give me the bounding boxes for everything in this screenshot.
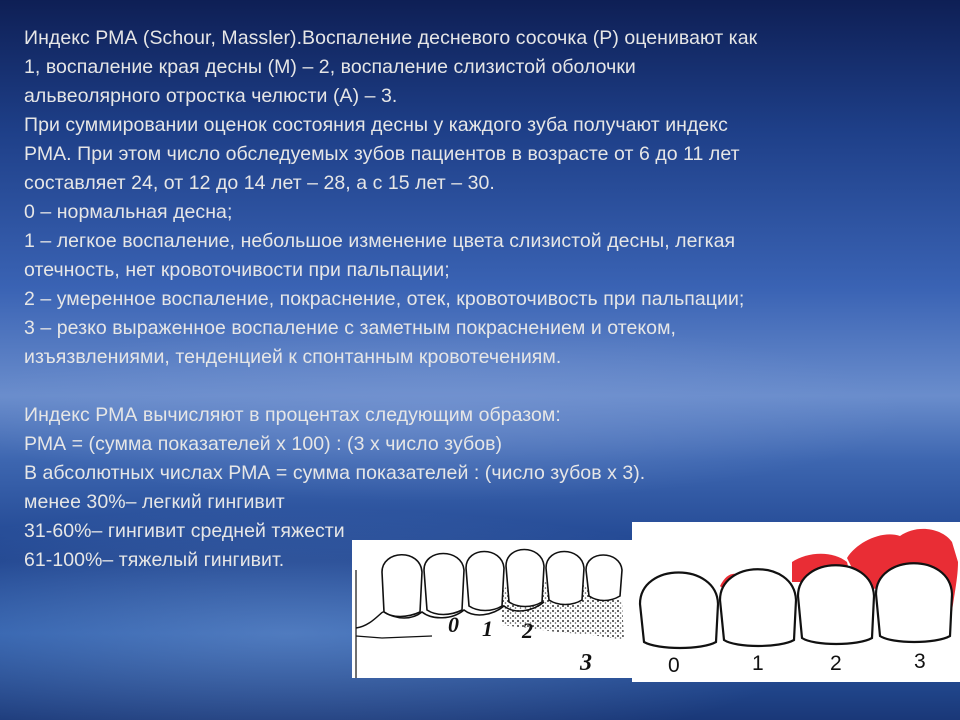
tooth-outline	[424, 554, 464, 615]
bw-label-0: 0	[448, 612, 459, 637]
score-0-line: 0 – нормальная десна;	[24, 201, 233, 223]
summation-line-2: РМА. При этом число обследуемых зубов пациентов в возрасте от 6 до 11 лет	[24, 143, 740, 165]
score-2-line: 2 – умеренное воспаление, покраснение, отек, кровоточивость при пальпации;	[24, 288, 745, 310]
score-3-line-a: 3 – резко выраженное воспаление с заметным покраснением и отеком,	[24, 317, 676, 339]
slide-text	[24, 24, 944, 575]
tooth-outline	[546, 552, 584, 605]
bw-label-2: 2	[522, 618, 533, 643]
grade-mild-line: менее 30%– легкий гингивит	[24, 491, 285, 513]
teeth-color-drawing	[632, 522, 960, 682]
calc-intro-line: Индекс РМА вычисляют в процентах следующим образом:	[24, 404, 561, 426]
bw-label-1: 1	[482, 616, 493, 641]
tooth-outline	[640, 573, 718, 649]
bw-label-3: 3	[580, 650, 592, 676]
tooth-outline	[798, 565, 874, 644]
summation-line-3: составляет 24, от 12 до 14 лет – 28, а с 15 лет – 30.	[24, 172, 495, 194]
definition-line-3: альвеолярного отростка челюсти (А) – 3.	[24, 85, 398, 107]
formula-percent-line: РМА = (сумма показателей х 100) : (3 х число зубов)	[24, 433, 503, 455]
jaw-outline	[356, 636, 432, 638]
tooth-outline	[876, 563, 952, 642]
tooth-outline	[720, 569, 796, 646]
tooth-outline	[466, 552, 504, 611]
tooth-outline	[586, 555, 622, 601]
teeth-color-drawing-svg	[632, 522, 960, 682]
tooth-outline	[506, 550, 544, 607]
formula-absolute-line: В абсолютных числах РМА = сумма показателей : (число зубов х 3).	[24, 462, 646, 484]
definition-line-1: Индекс РМА (Schour, Massler).Воспаление десневого сосочка (Р) оценивают как	[24, 27, 758, 49]
summation-line-1: При суммировании оценок состояния десны у каждого зуба получают индекс	[24, 114, 728, 136]
score-3-line-b: изъязвлениями, тенденцией к спонтанным кровотечениям.	[24, 346, 562, 368]
color-label-2: 2	[830, 652, 842, 675]
teeth-line-drawing	[352, 540, 634, 678]
color-label-3: 3	[914, 650, 926, 673]
score-1-line-a: 1 – легкое воспаление, небольшое изменение цвета слизистой десны, легкая	[24, 230, 736, 252]
paragraph-gap	[24, 372, 944, 401]
teeth-line-drawing-svg	[352, 540, 634, 678]
score-1-line-b: отечность, нет кровоточивости при пальпации;	[24, 259, 450, 281]
color-label-1: 1	[752, 652, 764, 675]
grade-moderate-line: 31-60%– гингивит средней тяжести	[24, 520, 345, 542]
definition-line-2: 1, воспаление края десны (М) – 2, воспаление слизистой оболочки	[24, 56, 636, 78]
grade-severe-line: 61-100%– тяжелый гингивит.	[24, 549, 285, 571]
color-label-0: 0	[668, 654, 680, 677]
tooth-outline	[382, 555, 422, 617]
